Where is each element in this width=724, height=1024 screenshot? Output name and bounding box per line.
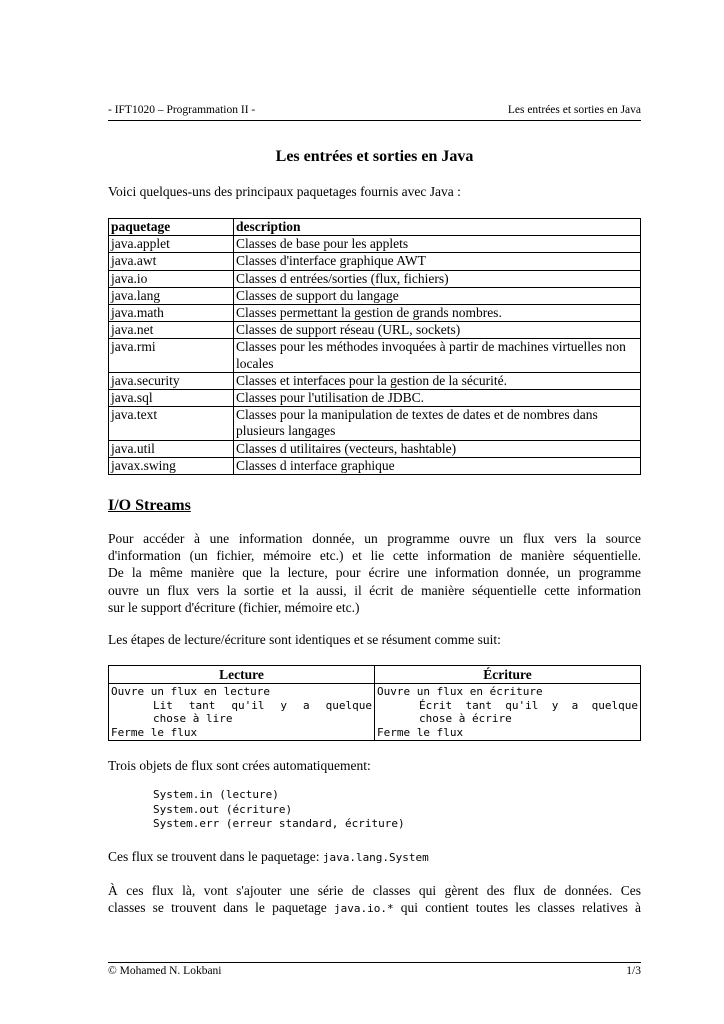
read-steps-cell	[109, 684, 375, 741]
table-row	[109, 236, 641, 253]
step-line: chose à écrire	[419, 712, 512, 726]
table-row	[109, 407, 641, 440]
step-line: Ferme le flux	[377, 725, 464, 739]
table-row	[109, 684, 641, 741]
package-cell: java.lang	[109, 287, 234, 304]
table-row	[109, 322, 641, 339]
table-row	[109, 305, 641, 322]
document-page	[108, 0, 641, 1024]
description-cell: Classes de support réseau (URL, sockets)	[234, 322, 641, 339]
package-cell: java.rmi	[109, 339, 234, 372]
package-cell: java.text	[109, 407, 234, 440]
steps-paragraph: Les étapes de lecture/écriture sont identiques et se résument comme suit:	[108, 632, 501, 647]
description-cell: Classes de support du langage	[234, 287, 641, 304]
streams-paragraph	[108, 530, 641, 616]
text-fragment: classes se trouvent dans le paquetage	[108, 900, 334, 916]
page-number: 1/3	[626, 965, 641, 977]
table-row	[109, 390, 641, 407]
package-cell: java.security	[109, 372, 234, 389]
table-row	[109, 457, 641, 474]
table-row	[109, 440, 641, 457]
package-cell: java.net	[109, 322, 234, 339]
col-header-package: paquetage	[109, 219, 234, 236]
streams-objects-paragraph: Trois objets de flux sont crées automatiquement:	[108, 758, 371, 773]
package-cell: javax.swing	[109, 457, 234, 474]
description-cell: Classes d interface graphique	[234, 457, 641, 474]
package-cell: java.sql	[109, 390, 234, 407]
paragraph-text: Ces flux se trouvent dans le paquetage:	[108, 849, 323, 864]
table-header-row	[109, 666, 641, 684]
table-row	[109, 253, 641, 270]
package-cell: java.applet	[109, 236, 234, 253]
inline-code: java.io.*	[333, 902, 394, 916]
footer-author: © Mohamed N. Lokbani	[108, 965, 222, 977]
text-line: De la même manière que la lecture, pour écrire une information donnée, un programme	[108, 565, 641, 581]
text-line	[108, 899, 641, 917]
table-row	[109, 339, 641, 372]
col-header-write: Écriture	[375, 666, 641, 684]
write-steps-cell	[375, 684, 641, 741]
package-cell: java.io	[109, 270, 234, 287]
intro-paragraph: Voici quelques-uns des principaux paquetages fournis avec Java :	[108, 184, 461, 199]
col-header-read: Lecture	[109, 666, 375, 684]
description-cell: Classes de base pour les applets	[234, 236, 641, 253]
classes-paragraph	[108, 882, 641, 917]
step-line: Lit tant qu'il y a quelque	[153, 698, 372, 712]
step-line: Ouvre un flux en écriture	[377, 685, 543, 698]
package-cell: java.math	[109, 305, 234, 322]
text-line: d'information (un fichier, mémoire etc.) et lie cette information de manière séquentielle.	[108, 548, 641, 564]
text-fragment: qui contient toutes les classes relatives à	[393, 900, 642, 916]
col-header-description: description	[234, 219, 641, 236]
description-cell: Classes d entrées/sorties (flux, fichiers)	[234, 270, 641, 287]
page-header	[108, 104, 641, 121]
packages-table	[108, 218, 641, 475]
description-cell: Classes d'interface graphique AWT	[234, 253, 641, 270]
table-header-row	[109, 219, 641, 236]
inline-code: java.lang.System	[322, 851, 429, 864]
header-topic: Les entrées et sorties en Java	[507, 104, 641, 116]
text-line: Pour accéder à une information donnée, un programme ouvre un flux vers la source	[108, 531, 641, 546]
code-line: System.out (écriture)	[153, 802, 293, 816]
description-cell: Classes pour les méthodes invoquées à partir de machines virtuelles non locales	[234, 339, 641, 372]
table-row	[109, 270, 641, 287]
code-line: System.err (erreur standard, écriture)	[153, 817, 405, 830]
text-line: sur le support d'écriture (fichier, mémoire etc.)	[108, 599, 360, 615]
text-line: ouvre un flux vers la sortie et la aussi, il écrit de manière séquentielle cette information	[108, 582, 641, 598]
package-paragraph	[108, 848, 641, 866]
description-cell: Classes et interfaces pour la gestion de la sécurité.	[234, 372, 641, 389]
step-line: Écrit tant qu'il y a quelque	[419, 698, 638, 712]
header-course: - IFT1020 – Programmation II -	[108, 104, 256, 116]
table-row	[109, 372, 641, 389]
description-cell: Classes d utilitaires (vecteurs, hashtable)	[234, 440, 641, 457]
table-row	[109, 287, 641, 304]
step-line: Ferme le flux	[111, 725, 198, 739]
page-title: Les entrées et sorties en Java	[275, 148, 474, 165]
description-cell: Classes pour l'utilisation de JDBC.	[234, 390, 641, 407]
package-cell: java.util	[109, 440, 234, 457]
step-line: Ouvre un flux en lecture	[111, 685, 270, 698]
description-cell: Classes permettant la gestion de grands nombres.	[234, 305, 641, 322]
code-line: System.in (lecture)	[153, 788, 279, 801]
section-heading: I/O Streams	[108, 497, 191, 514]
page-footer	[108, 962, 641, 979]
text-line: À ces flux là, vont s'ajouter une série de classes qui gèrent des flux de données. Ces	[108, 883, 641, 898]
read-write-table	[108, 665, 641, 741]
code-block	[153, 788, 405, 832]
description-cell: Classes pour la manipulation de textes de dates et de nombres dans plusieurs langages	[234, 407, 641, 440]
step-line: chose à lire	[153, 712, 233, 726]
package-cell: java.awt	[109, 253, 234, 270]
